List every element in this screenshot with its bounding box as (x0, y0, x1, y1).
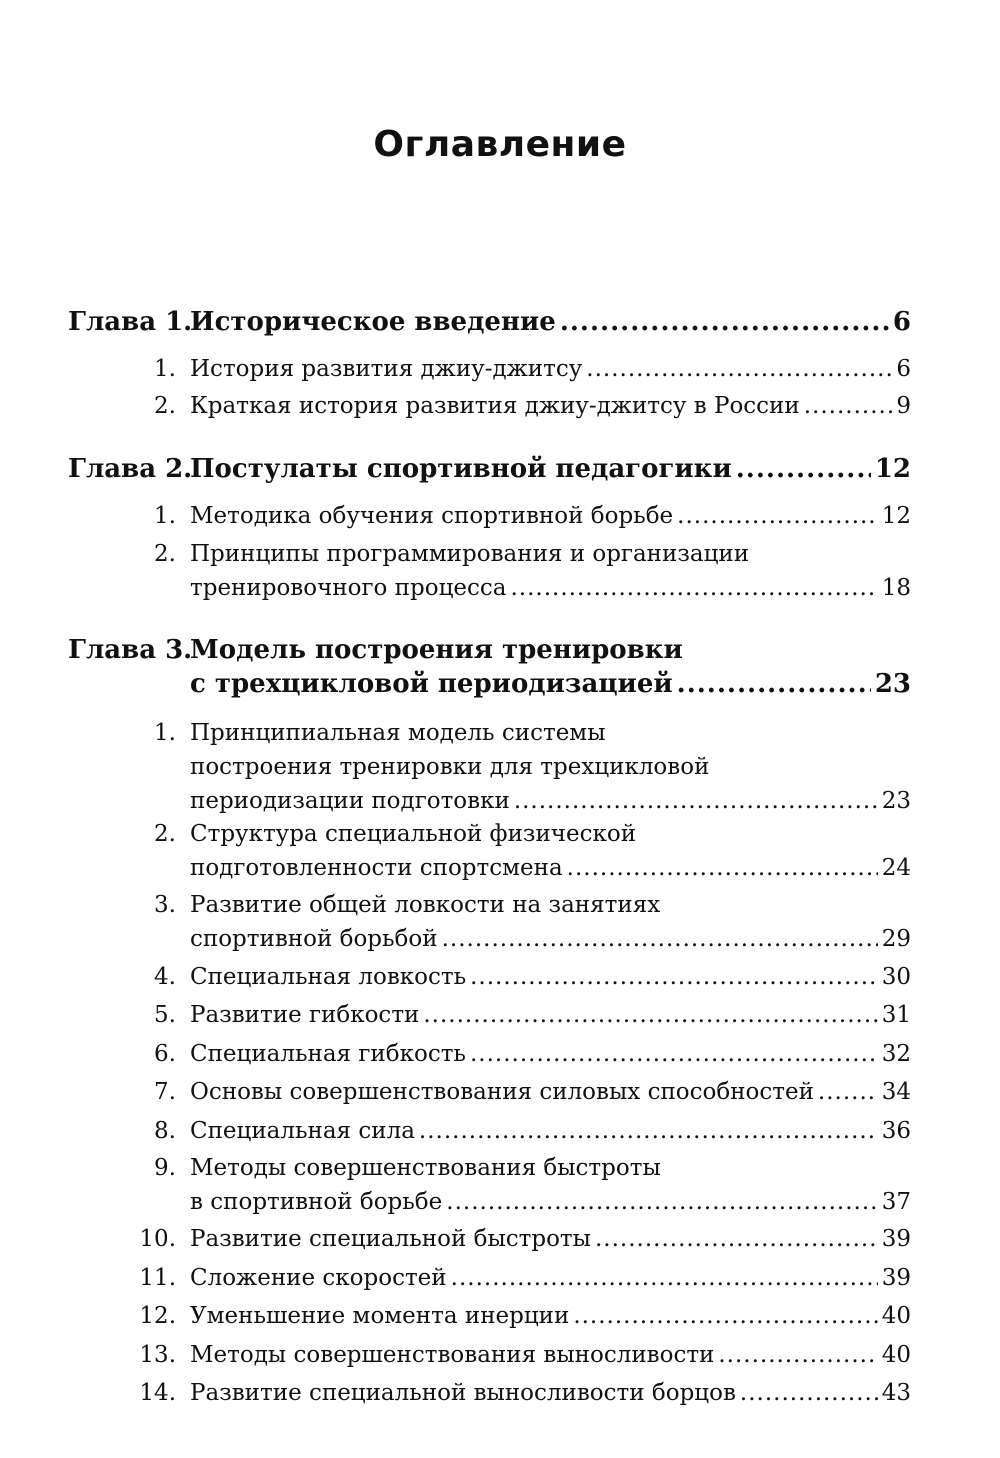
entry-last-line (190, 784, 911, 818)
entry-page-number: 34 (881, 1079, 911, 1105)
entry-last-line (190, 1376, 911, 1410)
entry-number: 14. (139, 1380, 176, 1406)
entry-title (190, 1075, 911, 1109)
entry-text-line: Методы совершенствования быстроты (190, 1155, 661, 1181)
entry-title (190, 352, 911, 386)
entry-text-line: Методы совершенствования выносливости (190, 1342, 715, 1368)
dot-leader (677, 499, 878, 533)
dot-leader (451, 1261, 878, 1295)
entry-title (190, 389, 911, 423)
dot-leader (804, 389, 893, 423)
entry-last-line (190, 352, 911, 386)
dot-leader (419, 1114, 878, 1148)
entry-number: 2. (154, 541, 176, 567)
chapter-text-line: Постулаты спортивной педагогики (190, 454, 732, 484)
entry-text-line: в спортивной борьбе (190, 1189, 443, 1215)
entry-last-line (190, 1114, 911, 1148)
entry-page-number: 32 (881, 1041, 911, 1067)
entry-number: 4. (154, 964, 176, 990)
dot-leader (423, 998, 877, 1032)
dot-leader (677, 667, 871, 701)
entry-text-line: Развитие общей ловкости на занятиях (190, 892, 661, 918)
entry-page-number: 23 (881, 788, 911, 814)
entry-text-line: Развитие специальной быстроты (190, 1226, 591, 1252)
entry-page-number: 18 (881, 575, 911, 601)
entry-last-line (190, 389, 911, 423)
entry-title (190, 1376, 911, 1410)
entry-text-line: Основы совершенствования силовых способностей (190, 1079, 814, 1105)
entry-page-number: 24 (881, 855, 911, 881)
entry-text-line: Методика обучения спортивной борьбе (190, 503, 674, 529)
chapter-last-line (190, 305, 911, 339)
entry-last-line (190, 1222, 911, 1256)
entry-text-line: Принципы программирования и организации (190, 541, 750, 567)
chapter-title (190, 452, 911, 486)
entry-text-line: подготовленности спортсмена (190, 855, 563, 881)
entry-text-line: Развитие гибкости (190, 1002, 420, 1028)
entry-text-line: построения тренировки для трехцикловой (190, 754, 710, 780)
entry-text-line: Уменьшение момента инерции (190, 1303, 570, 1329)
entry-text-line: Сложение скоростей (190, 1265, 447, 1291)
dot-leader (470, 1037, 878, 1071)
entry-last-line (190, 1299, 911, 1333)
entry-title (190, 499, 911, 533)
entry-title (190, 998, 911, 1032)
entry-number: 2. (154, 821, 176, 847)
chapter-label: Глава 3. (68, 635, 193, 665)
entry-text-line: Развитие специальной выносливости борцов (190, 1380, 736, 1406)
entry-last-line (190, 1338, 911, 1372)
dot-leader (446, 1185, 877, 1219)
dot-leader (560, 305, 889, 339)
entry-title (190, 888, 911, 956)
entry-title (190, 716, 911, 818)
chapter-page-number: 23 (874, 669, 911, 699)
entry-number: 2. (154, 393, 176, 419)
entry-text-line: периодизации подготовки (190, 788, 510, 814)
entry-title (190, 817, 911, 885)
entry-text-line: История развития джиу-джитсу (190, 356, 583, 382)
entry-number: 9. (154, 1155, 176, 1181)
entry-text-line: тренировочного процесса (190, 575, 507, 601)
entry-title (190, 1222, 911, 1256)
entry-last-line (190, 1185, 911, 1219)
entry-number: 3. (154, 892, 176, 918)
entry-number: 8. (154, 1118, 176, 1144)
chapter-page-number: 6 (892, 307, 911, 337)
entry-number: 1. (154, 503, 176, 529)
entry-page-number: 36 (881, 1118, 911, 1144)
entry-text-line: Специальная гибкость (190, 1041, 466, 1067)
entry-page-number: 39 (881, 1226, 911, 1252)
entry-text-line: Структура специальной физической (190, 821, 637, 847)
entry-number: 7. (154, 1079, 176, 1105)
entry-number: 10. (139, 1226, 176, 1252)
entry-title (190, 960, 911, 994)
entry-page-number: 12 (881, 503, 911, 529)
entry-last-line (190, 922, 911, 956)
dot-leader (586, 352, 892, 386)
chapter-title (190, 305, 911, 339)
entry-last-line (190, 960, 911, 994)
entry-last-line (190, 571, 911, 605)
chapter-text-line: Модель построения тренировки (190, 635, 683, 665)
dot-leader (470, 960, 878, 994)
entry-page-number: 6 (896, 356, 911, 382)
entry-page-number: 40 (881, 1342, 911, 1368)
entry-last-line (190, 851, 911, 885)
entry-title (190, 1037, 911, 1071)
dot-leader (510, 571, 877, 605)
dot-leader (567, 851, 878, 885)
chapter-label: Глава 2. (68, 454, 193, 484)
entry-title (190, 537, 911, 605)
entry-number: 5. (154, 1002, 176, 1028)
entry-page-number: 40 (881, 1303, 911, 1329)
entry-number: 12. (139, 1303, 176, 1329)
entry-page-number: 9 (896, 393, 911, 419)
chapter-last-line (190, 452, 911, 486)
entry-page-number: 30 (881, 964, 911, 990)
entry-page-number: 43 (881, 1380, 911, 1406)
chapter-page-number: 12 (874, 454, 911, 484)
chapter-title (190, 633, 911, 701)
entry-last-line (190, 499, 911, 533)
dot-leader (442, 922, 878, 956)
entry-number: 11. (139, 1265, 176, 1291)
entry-page-number: 39 (881, 1265, 911, 1291)
entry-title (190, 1151, 911, 1219)
entry-title (190, 1338, 911, 1372)
chapter-last-line (190, 667, 911, 701)
dot-leader (736, 452, 871, 486)
entry-text-line: Принципиальная модель системы (190, 720, 606, 746)
chapter-text-line: с трехцикловой периодизацией (190, 669, 673, 699)
chapter-label: Глава 1. (68, 307, 193, 337)
dot-leader (740, 1376, 878, 1410)
entry-title (190, 1299, 911, 1333)
entry-title (190, 1114, 911, 1148)
entry-number: 1. (154, 720, 176, 746)
entry-last-line (190, 1075, 911, 1109)
entry-text-line: Краткая история развития джиу-джитсу в России (190, 393, 800, 419)
entry-text-line: Специальная сила (190, 1118, 415, 1144)
entry-page-number: 31 (881, 1002, 911, 1028)
chapter-text-line: Историческое введение (190, 307, 556, 337)
entry-number: 1. (154, 356, 176, 382)
dot-leader (573, 1299, 877, 1333)
dot-leader (595, 1222, 878, 1256)
entry-last-line (190, 1261, 911, 1295)
entry-page-number: 29 (881, 926, 911, 952)
entry-last-line (190, 998, 911, 1032)
entry-number: 13. (139, 1342, 176, 1368)
entry-number: 6. (154, 1041, 176, 1067)
dot-leader (514, 784, 878, 818)
entry-title (190, 1261, 911, 1295)
dot-leader (718, 1338, 877, 1372)
entry-text-line: Специальная ловкость (190, 964, 467, 990)
entry-page-number: 37 (881, 1189, 911, 1215)
dot-leader (818, 1075, 878, 1109)
page-title: Оглавление (373, 124, 627, 165)
entry-last-line (190, 1037, 911, 1071)
entry-text-line: спортивной борьбой (190, 926, 438, 952)
